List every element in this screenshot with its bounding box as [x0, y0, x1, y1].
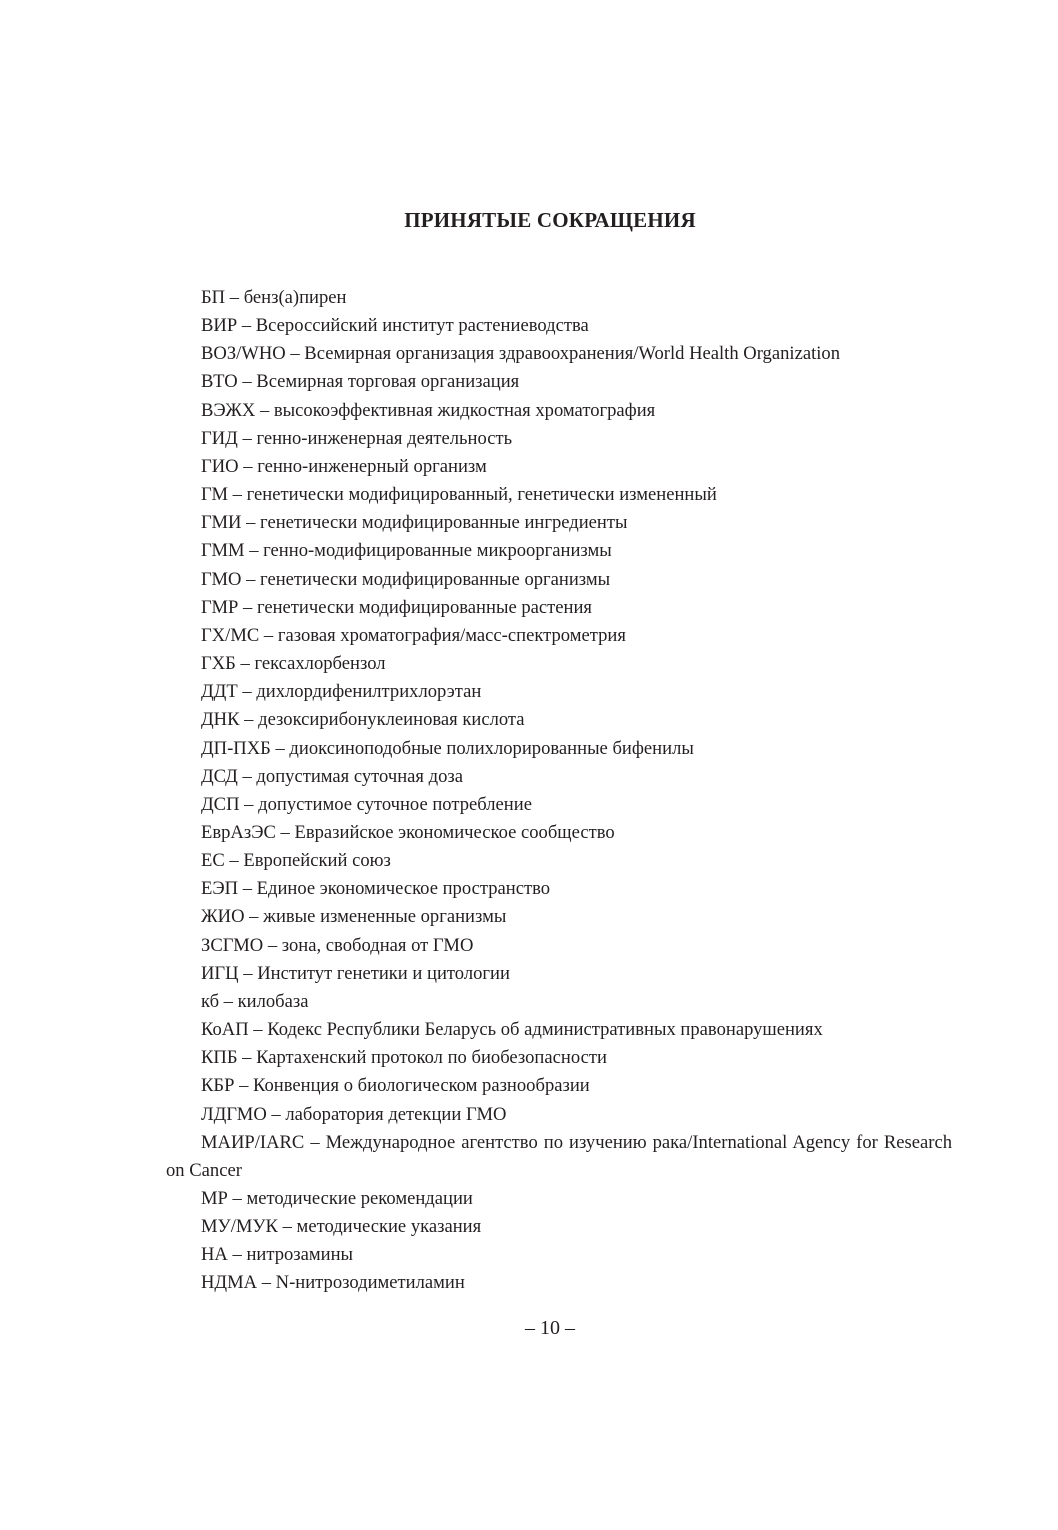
abbreviation-entry: НДМА – N-нитрозодиметиламин	[201, 1272, 465, 1294]
abbreviation-entry: БП – бенз(а)пирен	[201, 287, 347, 308]
abbreviation-entry: ЖИО – живые измененные организмы	[201, 906, 507, 928]
abbreviation-entry: ГИО – генно-инженерный организм	[201, 455, 487, 477]
abbreviation-entry: ГМИ – генетически модифицированные ингредиенты	[201, 512, 628, 534]
abbreviation-entry: ГИД – генно-инженерная деятельность	[201, 427, 513, 449]
abbreviation-entry: ДДТ – дихлордифенилтрихлорэтан	[201, 681, 482, 703]
abbreviation-entry: КБР – Конвенция о биологическом разнообразии	[201, 1075, 590, 1097]
abbreviation-entry: ВИР – Всероссийский институт растениеводства	[201, 315, 589, 337]
abbreviation-entry: ГХ/МС – газовая хроматография/масс-спектрометрия	[201, 624, 626, 646]
abbreviation-entry: ДСП – допустимое суточное потребление	[201, 793, 532, 815]
abbreviation-entry: МАИР/IARC – Международное агентство по изучению рака/International Agency for Research on Cancer	[166, 1131, 952, 1181]
abbreviation-list	[166, 284, 952, 1298]
abbreviation-entry: ВТО – Всемирная торговая организация	[201, 371, 520, 393]
abbreviation-entry: ВОЗ/WHO – Всемирная организация здравоохранения/World Health Organization	[201, 343, 841, 365]
abbreviation-entry: ЕврАзЭС – Евразийское экономическое сообщество	[201, 821, 615, 843]
abbreviation-entry: НА – нитрозамины	[201, 1244, 354, 1266]
abbreviation-entry: ГМР – генетически модифицированные растения	[201, 596, 592, 618]
abbreviation-entry: МР – методические рекомендации	[201, 1188, 473, 1209]
page-title: ПРИНЯТЫЕ СОКРАЩЕНИЯ	[404, 208, 696, 232]
abbreviation-entry: ДСД – допустимая суточная доза	[201, 765, 463, 787]
abbreviation-entry: ЕЭП – Единое экономическое пространство	[201, 878, 551, 900]
abbreviation-entry: кб – килобаза	[201, 990, 309, 1012]
abbreviation-entry: ЗСГМО – зона, свободная от ГМО	[201, 934, 474, 956]
page-number: – 10 –	[525, 1317, 575, 1339]
abbreviation-entry: ВЭЖХ – высокоэффективная жидкостная хроматография	[201, 399, 656, 421]
abbreviation-entry: ГМ – генетически модифицированный, генетически измененный	[201, 484, 717, 506]
abbreviation-entry: ГМО – генетически модифицированные организмы	[201, 568, 611, 590]
abbreviation-entry: ДНК – дезоксирибонуклеиновая кислота	[201, 709, 525, 731]
abbreviation-entry: ЛДГМО – лаборатория детекции ГМО	[201, 1103, 507, 1125]
abbreviation-entry: КПБ – Картахенский протокол по биобезопасности	[201, 1047, 607, 1069]
abbreviation-entry: МУ/МУК – методические указания	[201, 1216, 482, 1238]
abbreviation-entry: ЕС – Европейский союз	[201, 850, 391, 872]
abbreviation-entry: ИГЦ – Институт генетики и цитологии	[201, 962, 510, 984]
abbreviation-entry: ДП-ПХБ – диоксиноподобные полихлорированные бифенилы	[201, 737, 694, 759]
abbreviation-entry: КоАП – Кодекс Республики Беларусь об административных правонарушениях	[201, 1019, 823, 1041]
abbreviation-entry: ГХБ – гексахлорбензол	[201, 653, 386, 675]
abbreviation-entry: ГММ – генно-модифицированные микроорганизмы	[201, 540, 612, 562]
